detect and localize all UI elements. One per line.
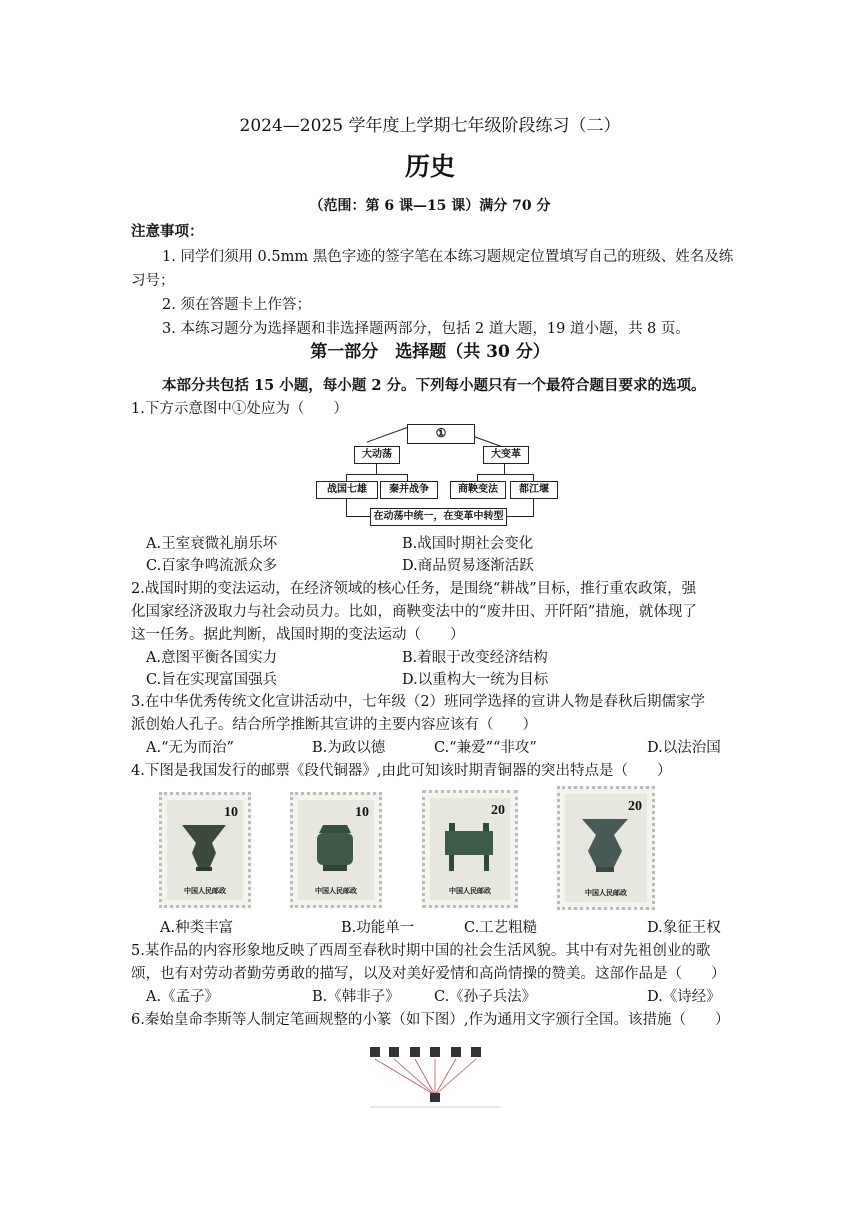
question-4-stem: 4.下图是我国发行的邮票《段代铜器》,由此可知该时期青铜器的突出特点是（ ） xyxy=(131,763,672,779)
q5-option-a[interactable]: A.《孟子》 xyxy=(146,989,220,1005)
subject-title: 历史 xyxy=(404,152,455,181)
q1-option-d[interactable]: D.商品贸易逐渐活跃 xyxy=(402,558,534,574)
question-3-line-1: 3.在中华优秀传统文化宣讲活动中，七年级（2）班同学选择的宣讲人物是春秋后期儒家学 xyxy=(131,694,706,710)
bronze-vessel-icon xyxy=(439,821,499,873)
question-3-line-2: 派创始人孔子。结合所学推断其宣讲的主要内容应该有（ ） xyxy=(131,717,537,733)
question-6-stem: 6.秦始皇命李斯等人制定笔画规整的小篆（如下图）,作为通用文字颁行全国。该措施（ ） xyxy=(131,1012,730,1028)
bronze-stamp-3: 20 中国人民邮政 xyxy=(422,790,518,908)
q2-option-c[interactable]: C.旨在实现富国强兵 xyxy=(146,672,278,688)
diagram-box-4: 都江堰 xyxy=(510,481,558,499)
q4-option-c[interactable]: C.工艺粗糙 xyxy=(464,920,538,936)
diagram-box-left: 大动荡 xyxy=(354,446,400,464)
exam-range: （范围：第 6 课—15 课）满分 70 分 xyxy=(309,198,551,214)
q4-option-a[interactable]: A.种类丰富 xyxy=(160,920,234,936)
question-5-line-2: 颂，也有对劳动者勤劳勇敢的描写，以及对美好爱情和高尚情操的赞美。这部作品是（ ） xyxy=(131,966,726,982)
connector-line xyxy=(346,498,347,516)
connector-line xyxy=(533,498,534,516)
diagram-box-bottom: 在动荡中统一，在变革中转型 xyxy=(370,508,507,526)
q3-option-d[interactable]: D.以法治国 xyxy=(647,740,721,756)
q3-option-a[interactable]: A.“无为而治” xyxy=(146,740,234,756)
question-5-line-1: 5.某作品的内容形象地反映了西周至春秋时期中国的社会生活风貌。其中有对先祖创业的歌 xyxy=(131,943,711,959)
connector-line xyxy=(346,516,371,517)
bronze-vessel-icon xyxy=(574,817,636,873)
question-2-line-3: 这一任务。据此判断，战国时期的变法运动（ ） xyxy=(131,627,465,643)
bronze-vessel-icon xyxy=(176,823,232,873)
notice-item-3: 3. 本练习题分为选择题和非选择题两部分，包括 2 道大题，19 道小题，共 8 页。 xyxy=(162,321,690,337)
diagram-box-3: 商鞅变法 xyxy=(450,481,506,499)
q2-option-a[interactable]: A.意图平衡各国实力 xyxy=(146,650,278,666)
bronze-stamp-2: 10 中国人民邮政 xyxy=(290,792,382,908)
seal-script-figure xyxy=(365,1035,505,1110)
q1-option-c[interactable]: C.百家争鸣流派众多 xyxy=(146,558,278,574)
bronze-stamp-4: 20 中国人民邮政 xyxy=(557,786,655,910)
q2-option-d[interactable]: D.以重构大一统为目标 xyxy=(402,672,549,688)
section-intro: 本部分共包括 15 小题，每小题 2 分。下列每小题只有一个最符合题目要求的选项。 xyxy=(162,377,706,394)
connector-line xyxy=(477,474,533,475)
connector-line xyxy=(376,464,377,474)
notice-item-2: 2. 须在答题卡上作答； xyxy=(162,297,311,313)
connector-line xyxy=(367,427,408,443)
question-1-stem: 1.下方示意图中①处应为（ ） xyxy=(131,401,348,417)
q3-option-b[interactable]: B.为政以德 xyxy=(312,740,386,756)
diagram-box-1: 战国七雄 xyxy=(316,481,378,499)
section-title: 第一部分 选择题（共 30 分） xyxy=(310,342,550,362)
notice-item-1: 1. 同学们须用 0.5mm 黑色字迹的签字笔在本练习题规定位置填写自己的班级、姓名及练 xyxy=(162,249,734,265)
connector-line xyxy=(346,474,408,475)
bronze-stamp-1: 10 中国人民邮政 xyxy=(159,792,251,908)
bronze-vessel-icon xyxy=(307,823,363,873)
notice-item-1-cont: 习号； xyxy=(131,273,175,289)
q5-option-d[interactable]: D.《诗经》 xyxy=(647,989,721,1005)
question-2-line-2: 化国家经济汲取力与社会动员力。比如，商鞅变法中的“废井田、开阡陌”措施，就体现了 xyxy=(131,604,697,620)
diagram-box-top: ① xyxy=(407,424,475,444)
q2-option-b[interactable]: B.着眼于改变经济结构 xyxy=(402,650,548,666)
connector-line xyxy=(505,516,534,517)
notice-heading: 注意事项： xyxy=(131,223,204,240)
question-2-line-1: 2.战国时期的变法运动，在经济领域的核心任务，是围绕“耕战”目标，推行重农政策，强 xyxy=(131,581,697,597)
connector-line xyxy=(504,464,505,474)
q1-option-a[interactable]: A.王室衰微礼崩乐坏 xyxy=(146,536,278,552)
q5-option-b[interactable]: B.《韩非子》 xyxy=(312,989,400,1005)
q4-option-b[interactable]: B.功能单一 xyxy=(341,920,415,936)
q3-option-c[interactable]: C.“兼爱”“非攻” xyxy=(434,740,537,756)
exam-title: 2024—2025 学年度上学期七年级阶段练习（二） xyxy=(239,116,621,136)
diagram-box-right: 大变革 xyxy=(483,446,529,464)
diagram-box-2: 秦并战争 xyxy=(380,481,438,499)
q1-option-b[interactable]: B.战国时期社会变化 xyxy=(402,536,534,552)
q4-option-d[interactable]: D.象征王权 xyxy=(647,920,721,936)
q5-option-c[interactable]: C.《孙子兵法》 xyxy=(434,989,537,1005)
